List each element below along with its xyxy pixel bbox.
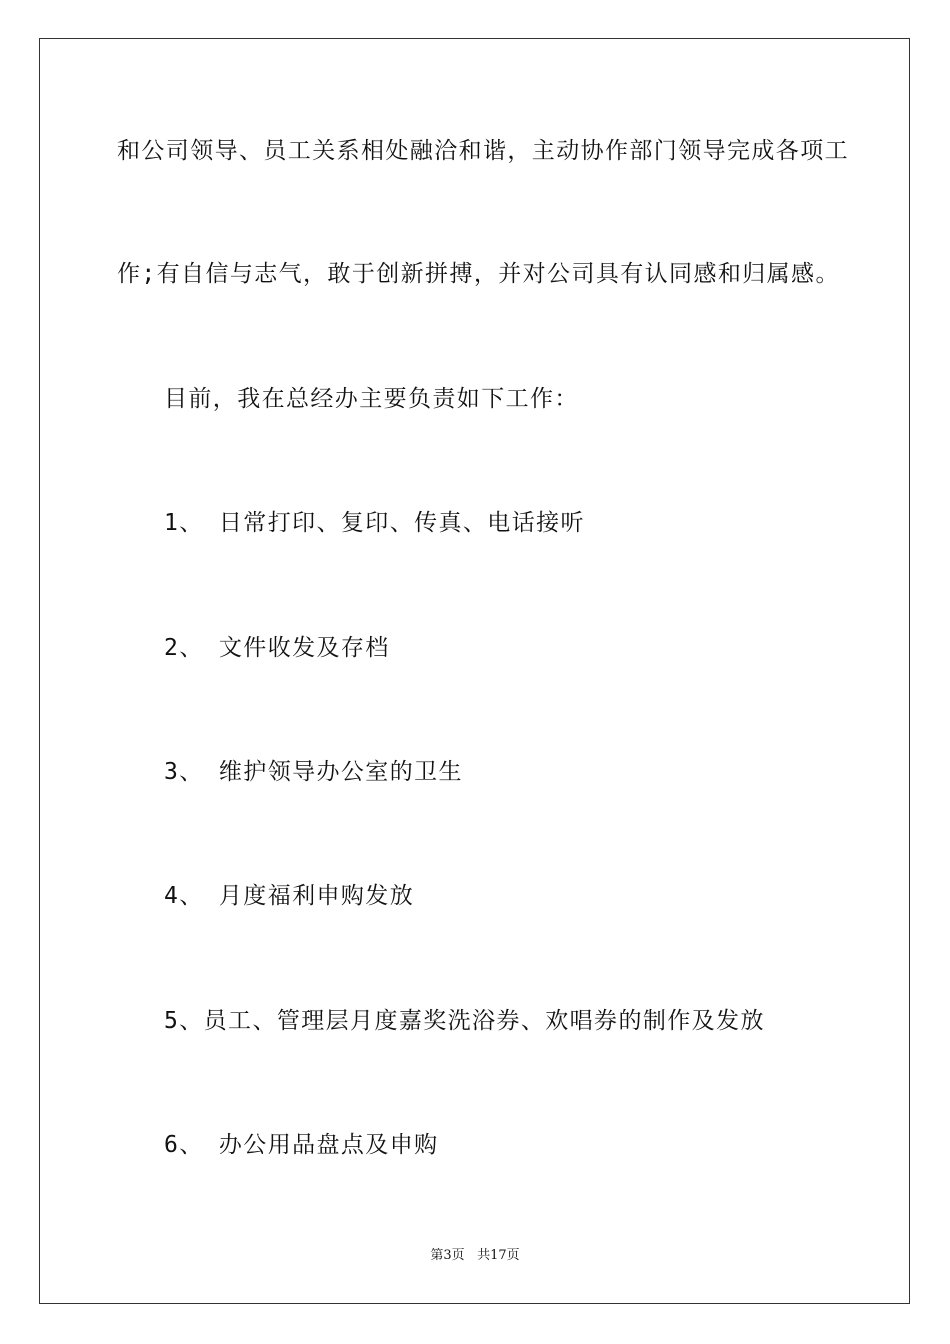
page-footer [0,1248,950,1264]
list-item-5: 5、员工、管理层月度嘉奖洗浴券、欢唱券的制作及发放 [164,1008,765,1034]
list-item-1: 1、 日常打印、复印、传真、电话接听 [164,510,585,536]
paragraph-intro: 目前，我在总经办主要负责如下工作： [164,386,579,412]
page-border [39,38,910,1304]
list-item-6: 6、 办公用品盘点及申购 [164,1132,439,1158]
paragraph-line-1: 和公司领导、员工关系相处融洽和谐，主动协作部门领导完成各项工 [117,138,849,164]
page-total: 共17页 [477,1248,520,1263]
list-item-3: 3、 维护领导办公室的卫生 [164,759,463,785]
list-item-4: 4、 月度福利申购发放 [164,883,415,909]
paragraph-line-2: 作;有自信与志气，敢于创新拼搏，并对公司具有认同感和归属感。 [117,261,840,287]
list-item-2: 2、 文件收发及存档 [164,635,390,661]
page-number: 第3页 [430,1248,465,1263]
